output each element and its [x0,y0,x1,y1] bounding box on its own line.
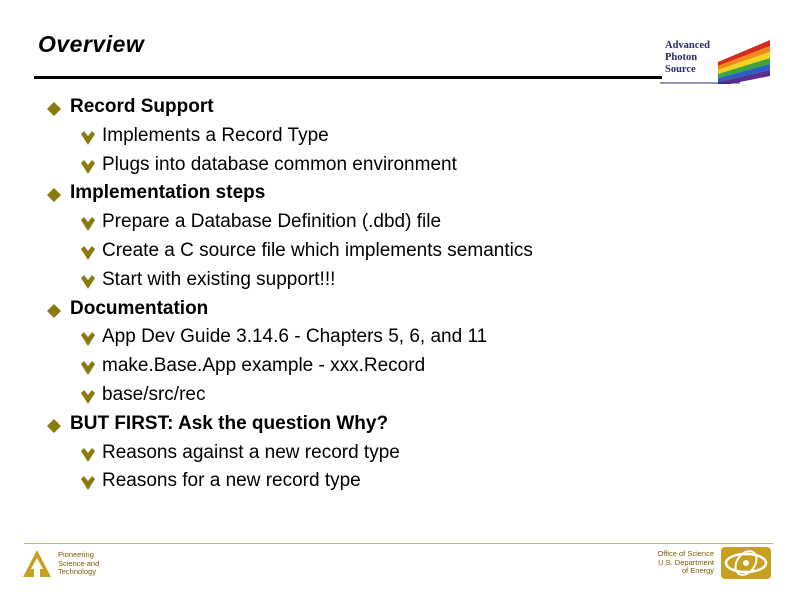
aps-line-1: Advanced [665,40,710,51]
footer-office-line-1: Office of Science [657,549,714,558]
checkmark-bullet-icon [81,476,95,490]
aps-logo-text [665,40,710,76]
bullet-but-first [47,410,727,439]
sub-bullet [47,237,727,266]
footer-tagline [58,551,99,577]
sub-bullet [47,381,727,410]
sub-bullet [47,151,727,180]
sub-bullet-text: Reasons for a new record type [102,470,361,492]
bullet-documentation [47,295,727,324]
diamond-bullet-icon [47,102,61,116]
bullet-implementation-steps [47,179,727,208]
footer-office-line-2: U.S. Department [658,557,714,567]
sub-bullet-text: Prepare a Database Definition (.dbd) file [102,211,442,233]
bullet-text: Implementation steps [70,182,266,204]
footer-office [600,550,714,576]
bullet-text: BUT FIRST: Ask the question Why? [70,412,389,434]
checkmark-bullet-icon [81,390,95,404]
footer-divider [24,543,773,544]
sub-bullet [47,208,727,237]
sub-bullet [47,352,727,381]
argonne-triangle-icon [22,549,52,579]
sub-bullet-text: base/src/rec [102,383,206,405]
checkmark-bullet-icon [81,246,95,260]
checkmark-bullet-icon [81,217,95,231]
title-underline [34,76,662,79]
sub-bullet [47,439,727,468]
diamond-bullet-icon [47,304,61,318]
footer-tagline-line-1: Pioneering [58,550,94,559]
checkmark-bullet-icon [81,361,95,375]
sub-bullet-text: Implements a Record Type [102,124,329,146]
bullet-text: Documentation [70,297,209,319]
footer-tagline-line-3: Technology [58,567,96,576]
sub-bullet [47,266,727,295]
checkmark-bullet-icon [81,131,95,145]
sub-bullet-text: App Dev Guide 3.14.6 - Chapters 5, 6, and 11 [102,326,488,348]
checkmark-bullet-icon [81,448,95,462]
sub-bullet [47,323,727,352]
sub-bullet [47,467,727,496]
sub-bullet-text: Create a C source file which implements semantics [102,239,533,261]
checkmark-bullet-icon [81,332,95,346]
aps-line-3: Source [665,64,696,75]
sub-bullet-text: make.Base.App example - xxx.Record [102,355,426,377]
aps-line-2: Photon [665,52,698,63]
slide-title: Overview [38,31,145,57]
diamond-bullet-icon [47,188,61,202]
bullet-text: Record Support [70,96,214,117]
doe-atom-icon [720,546,772,580]
sub-bullet [47,122,727,151]
bullet-record-support [47,93,727,122]
footer-office-line-3: of Energy [681,566,714,575]
checkmark-bullet-icon [81,160,95,174]
sub-bullet-text: Start with existing support!!! [102,268,336,290]
sub-bullet-text: Plugs into database common environment [102,153,457,175]
sub-bullet-text: Reasons against a new record type [102,441,400,463]
checkmark-bullet-icon [81,275,95,289]
bullet-list [47,93,727,496]
aps-logo [660,38,772,84]
footer-tagline-line-2: Science and [58,558,100,568]
diamond-bullet-icon [47,419,61,433]
